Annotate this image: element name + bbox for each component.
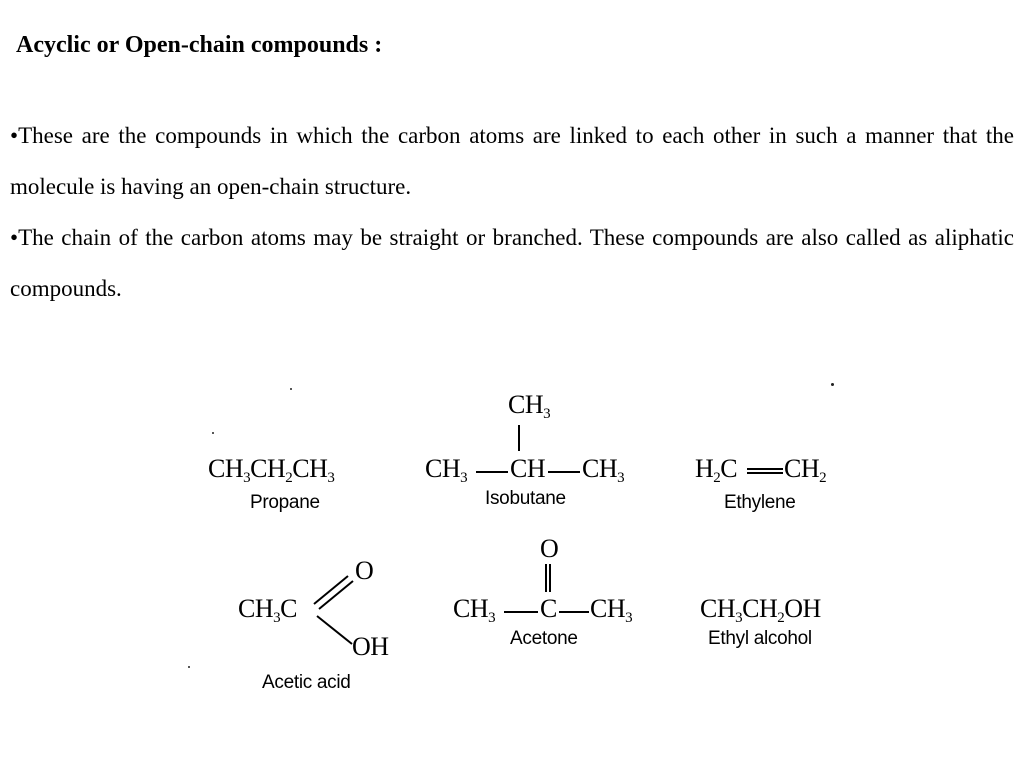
scan-speck <box>188 666 190 668</box>
acetic-acid-hydroxyl: OH <box>352 632 389 661</box>
slide-title: Acyclic or Open-chain compounds : <box>16 32 383 58</box>
propane-name: Propane <box>250 492 320 513</box>
scan-speck <box>290 388 292 390</box>
ethylene-name: Ethylene <box>724 492 796 513</box>
isobutane-name: Isobutane <box>485 488 566 509</box>
bullet-item: • These are the compounds in which the carbon atoms are linked to each other in such a manner that the molecule is having an open-chain structure. <box>10 110 1014 212</box>
structure-figure <box>180 380 860 710</box>
acetone-double-bond <box>545 564 551 592</box>
acetic-acid-carbonyl-oxygen: O <box>355 556 374 585</box>
acetic-acid-bonds <box>180 380 860 710</box>
ethyl-alcohol-formula: $CH_3CH_2OH$ <box>700 594 821 626</box>
bullet-item: • The chain of the carbon atoms may be straight or branched. These compounds are also called as aliphatic compounds. <box>10 212 1014 314</box>
propane-formula: $CH_3CH_2CH_3$ <box>208 454 335 486</box>
acetone-left-bond <box>504 611 538 613</box>
isobutane-center-group: CH <box>510 454 546 483</box>
scan-speck <box>831 383 834 386</box>
acetone-right-group: $CH_3$ <box>590 594 633 626</box>
isobutane-right-group: $CH_3$ <box>582 454 625 486</box>
acetone-right-bond <box>559 611 589 613</box>
isobutane-left-group: $CH_3$ <box>425 454 468 486</box>
isobutane-top-group: $CH_3$ <box>508 390 551 422</box>
scan-speck <box>212 432 214 434</box>
acetic-acid-left-group: $CH_3C$ <box>238 594 297 626</box>
acetic-acid-name: Acetic acid <box>262 672 351 693</box>
ethylene-left-group: $H_2C$ <box>695 454 738 486</box>
ethylene-right-group: $CH_2$ <box>784 454 827 486</box>
acetone-carbon: C <box>540 594 557 623</box>
acetone-oxygen: O <box>540 534 559 563</box>
ethyl-alcohol-name: Ethyl alcohol <box>708 628 812 649</box>
acetone-left-group: $CH_3$ <box>453 594 496 626</box>
acetone-name: Acetone <box>510 628 578 649</box>
bullet-list <box>10 110 1014 314</box>
